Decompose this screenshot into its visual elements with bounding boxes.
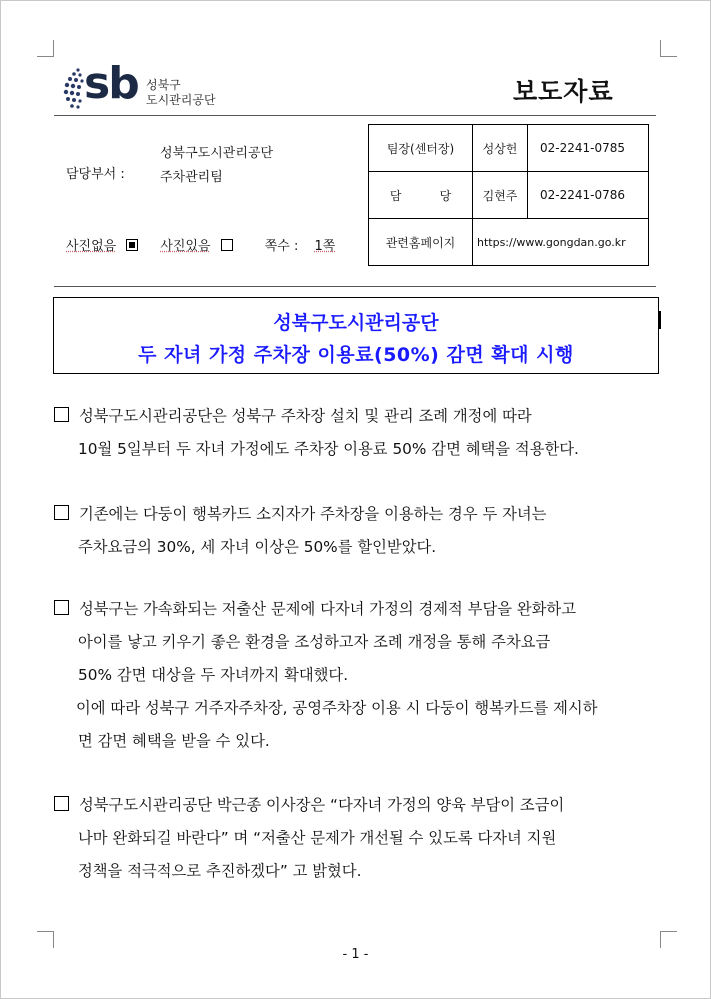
para-line: 정책을 적극적으로 추진하겠다” 고 밝혔다. (78, 862, 362, 880)
photo-none-checkbox (126, 239, 138, 251)
contact-role: 관련홈페이지 (369, 219, 473, 266)
text-cursor (659, 311, 661, 329)
paragraph-4 (54, 789, 662, 888)
divider (54, 286, 656, 287)
para-line: 기존에는 다둥이 행복카드 소지자가 주차장을 이용하는 경우 두 자녀는 (54, 498, 662, 531)
para-line: 나마 완화되길 바란다” 며 “저출산 문제가 개선될 수 있도록 다자녀 지원 (78, 829, 557, 847)
pages-value: 1쪽 (314, 239, 336, 254)
org-logo (58, 58, 228, 114)
para-line: 성북구도시관리공단은 성북구 주차장 설치 및 관리 조례 개정에 따라 (54, 400, 662, 433)
dept-org: 성북구도시관리공단 (160, 146, 274, 161)
photo-has-label: 사진있음 (160, 239, 211, 254)
dept-team: 주차관리팀 (160, 170, 223, 185)
crop-mark-top-left (37, 40, 54, 57)
pages-label: 쪽수 : (264, 239, 299, 254)
photo-has-checkbox (221, 239, 233, 251)
headline-line1: 성북구도시관리공단 (273, 312, 439, 334)
divider (54, 115, 656, 116)
headline-box (53, 297, 659, 374)
bullet-square-icon (54, 505, 69, 520)
table-row (369, 219, 649, 266)
contact-phone: 02-2241-0785 (528, 125, 649, 172)
bullet-square-icon (54, 600, 69, 615)
para-line: 성북구는 가속화되는 저출산 문제에 다자녀 가정의 경제적 부담을 완화하고 (54, 593, 662, 626)
paragraph-2 (54, 498, 662, 564)
logo-text: 성북구 도시관리공단 (146, 78, 216, 107)
dept-label: 담당부서 : (66, 167, 125, 182)
paragraph-1 (54, 400, 662, 466)
para-line: 10월 5일부터 두 자녀 가정에도 주차장 이용료 50% 감면 혜택을 적용한다. (78, 440, 579, 458)
para-line: 성북구도시관리공단 박근종 이사장은 “다자녀 가정의 양육 부담이 조금이 (54, 789, 662, 822)
contact-role: 담 당 (369, 172, 473, 219)
paragraph-3 (54, 593, 662, 758)
contact-table (368, 124, 649, 266)
logo-mark: sb (84, 58, 138, 109)
contact-role: 팀장(센터장) (369, 125, 473, 172)
photo-row (66, 235, 341, 254)
table-row (369, 172, 649, 219)
bullet-square-icon (54, 796, 69, 811)
page-number: - 1 - (342, 947, 369, 962)
para-line: 면 감면 혜택을 받을 수 있다. (78, 732, 270, 750)
para-line: 아이를 낳고 키우기 좋은 환경을 조성하고자 조례 개정을 통해 주차요금 (78, 633, 551, 651)
crop-mark-bottom-left (37, 931, 54, 948)
homepage-link[interactable]: https://www.gongdan.go.kr (473, 219, 649, 266)
photo-none-label: 사진없음 (66, 239, 117, 254)
crop-mark-top-right (660, 40, 677, 57)
bullet-square-icon (54, 407, 69, 422)
headline-line2: 두 자녀 가정 주차장 이용료(50%) 감면 확대 시행 (138, 344, 574, 366)
crop-mark-bottom-right (660, 931, 677, 948)
para-line: 주차요금의 30%, 세 자녀 이상은 50%를 할인받았다. (78, 538, 437, 556)
table-row (369, 125, 649, 172)
para-line: 50% 감면 대상을 두 자녀까지 확대했다. (78, 666, 349, 684)
contact-name: 성상헌 (473, 125, 528, 172)
contact-phone: 02-2241-0786 (528, 172, 649, 219)
doc-type-title: 보도자료 (513, 77, 614, 106)
para-line: 이에 따라 성북구 거주자주차장, 공영주차장 이용 시 다둥이 행복카드를 제시하 (76, 699, 598, 717)
contact-name: 김현주 (473, 172, 528, 219)
